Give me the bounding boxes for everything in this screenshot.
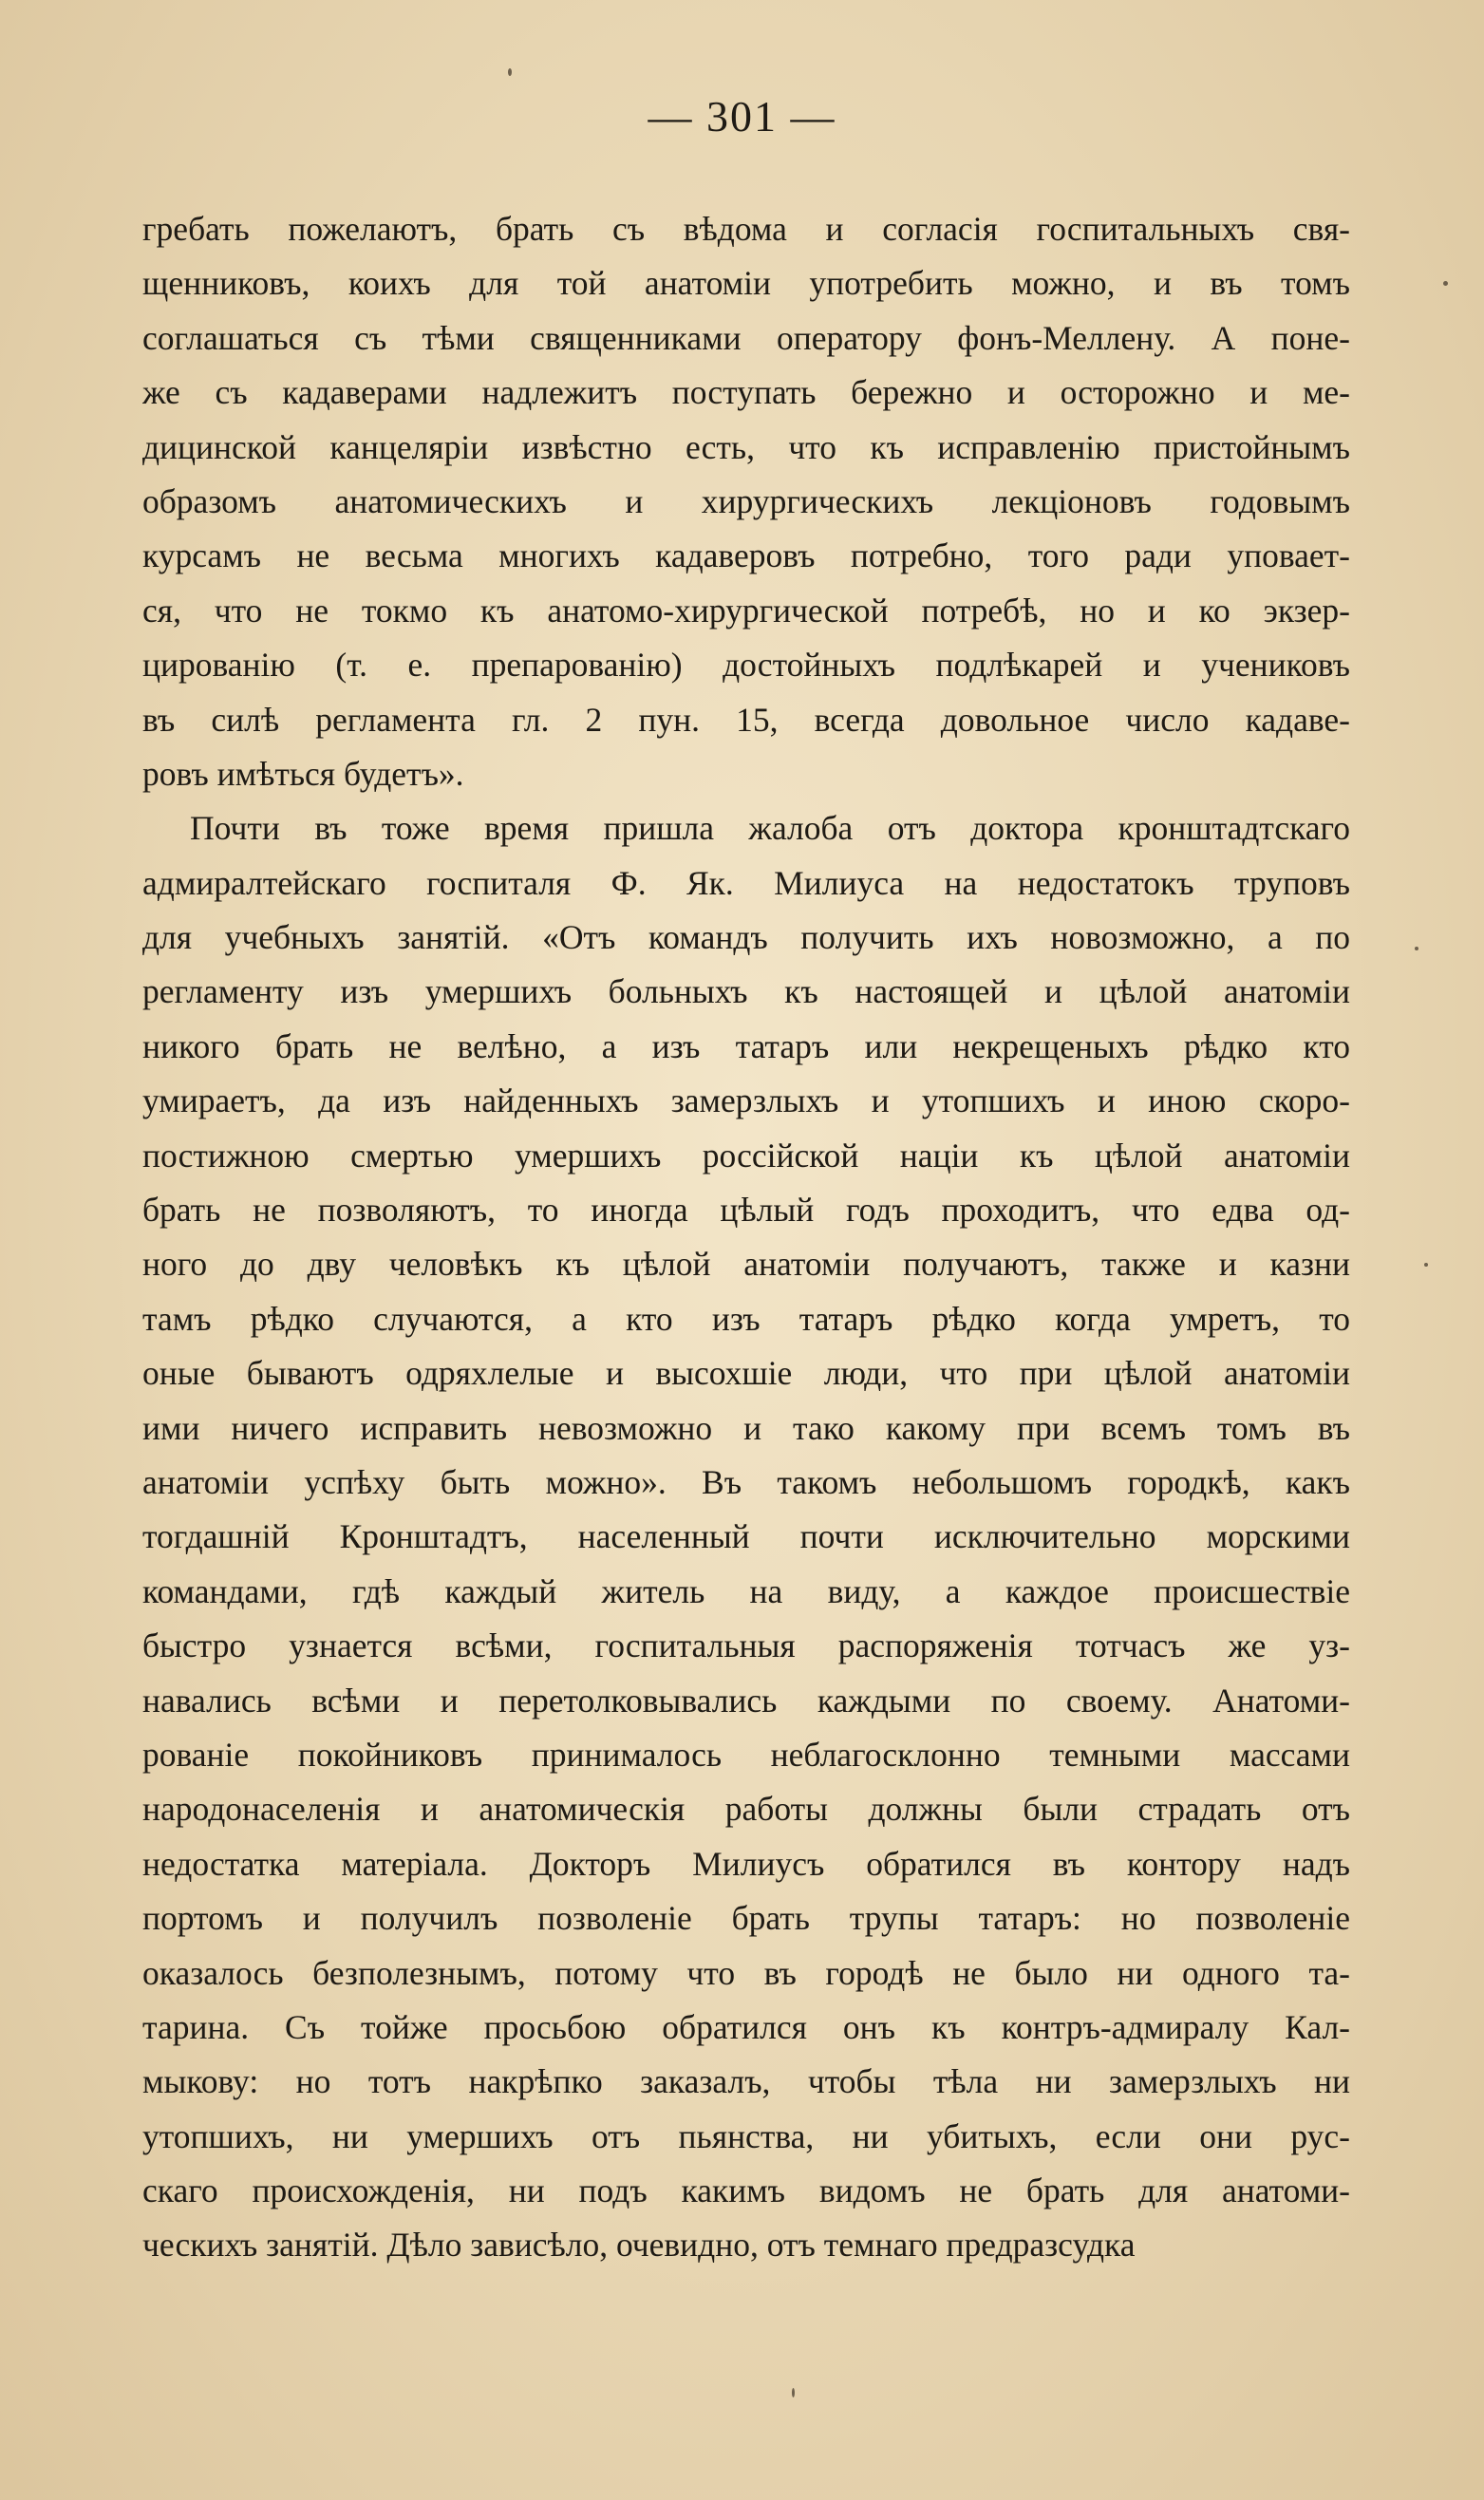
text-line: навались всѣми и перетолковывались каждыми по своему. Анатоми- [142,1681,1350,1720]
text-line: рованіе покойниковъ принималось неблагосклонно темными массами [142,1735,1350,1774]
text-line: недостатка матеріала. Докторъ Милиусъ обратился въ контору надъ [142,1844,1350,1883]
body-text [142,202,1350,2273]
text-line: же съ кадаверами надлежитъ поступать бережно и осторожно и ме- [142,373,1350,412]
text-line: быстро узнается всѣми, госпитальныя распоряженія тотчасъ же уз- [142,1626,1350,1665]
text-line: регламенту изъ умершихъ больныхъ къ настоящей и цѣлой анатоміи [142,972,1350,1011]
text-line: тарина. Съ тойже просьбою обратился онъ къ контръ-адмиралу Кал- [142,2007,1350,2046]
text-line: никого брать не велѣно, а изъ татаръ или некрещеныхъ рѣдко кто [142,1026,1350,1065]
paragraph-first-line: Почти въ тоже время пришла жалоба отъ доктора кронштадтскаго [190,809,1350,848]
text-line: портомъ и получилъ позволеніе брать трупы татаръ: но позволеніе [142,1899,1350,1938]
text-line: ими ничего исправить невозможно и тако какому при всемъ томъ въ [142,1408,1350,1447]
text-line: ного до дву человѣкъ къ цѣлой анатоміи получаютъ, также и казни [142,1245,1350,1284]
paper-speck [508,68,512,76]
text-line: въ силѣ регламента гл. 2 пун. 15, всегда довольное число кадаве- [142,700,1350,739]
paper-speck [1415,947,1418,950]
text-line: постижною смертью умершихъ россійской націи къ цѣлой анатоміи [142,1136,1350,1175]
text-line: образомъ анатомическихъ и хирургическихъ лекціоновъ годовымъ [142,481,1350,520]
text-line: щенниковъ, коихъ для той анатоміи употребить можно, и въ томъ [142,264,1350,303]
text-line: ческихъ занятій. Дѣло зависѣло, очевидно, отъ темнаго предразсудка [142,2226,1136,2265]
text-line: ровъ имѣться будетъ». [142,754,464,793]
text-line: оказалось безполезнымъ, потому что въ городѣ не было ни одного та- [142,1953,1350,1992]
page-number: — 301 — [648,92,836,141]
text-line: оные бываютъ одряхлелые и высохшіе люди, что при цѣлой анатоміи [142,1354,1350,1393]
text-line: адмиралтейскаго госпиталя Ф. Як. Милиуса на недостатокъ труповъ [142,863,1350,902]
text-line: гребать пожелаютъ, брать съ вѣдома и согласія госпитальныхъ свя- [142,210,1350,248]
text-line: дицинской канцеляріи извѣстно есть, что къ исправленію пристойнымъ [142,427,1350,466]
text-line: утопшихъ, ни умершихъ отъ пьянства, ни убитыхъ, если они рус- [142,2116,1350,2155]
text-line: командами, гдѣ каждый житель на виду, а каждое происшествіе [142,1571,1350,1610]
text-line: соглашаться съ тѣми священниками оператору фонъ-Меллену. А поне- [142,318,1350,357]
text-line: скаго происхожденія, ни подъ какимъ видомъ не брать для анатоми- [142,2171,1350,2210]
text-line: тогдашній Кронштадтъ, населенный почти исключительно морскими [142,1517,1350,1556]
text-line: мыкову: но тотъ накрѣпко заказалъ, чтобы тѣла ни замерзлыхъ ни [142,2062,1350,2101]
paper-speck [1424,1263,1428,1267]
text-line: умираетъ, да изъ найденныхъ замерзлыхъ и утопшихъ и иною скоро- [142,1081,1350,1120]
paper-speck [792,2388,795,2397]
text-line: курсамъ не весьма многихъ кадаверовъ потребно, того ради уповает- [142,536,1350,575]
text-line: анатоміи успѣху быть можно». Въ такомъ небольшомъ городкѣ, какъ [142,1462,1350,1501]
text-line: для учебныхъ занятій. «Отъ командъ получить ихъ новозможно, а по [142,918,1350,957]
text-line: ся, что не токмо къ анатомо-хирургической потребѣ, но и ко экзер- [142,591,1350,630]
text-line: цированію (т. е. препарованію) достойныхъ подлѣкарей и учениковъ [142,646,1350,685]
paper-speck [1443,281,1448,286]
text-line: тамъ рѣдко случаются, а кто изъ татаръ рѣдко когда умретъ, то [142,1299,1350,1338]
text-line: брать не позволяютъ, то иногда цѣлый годъ проходитъ, что едва од- [142,1191,1350,1230]
text-line: народонаселенія и анатомическія работы должны были страдать отъ [142,1790,1350,1829]
